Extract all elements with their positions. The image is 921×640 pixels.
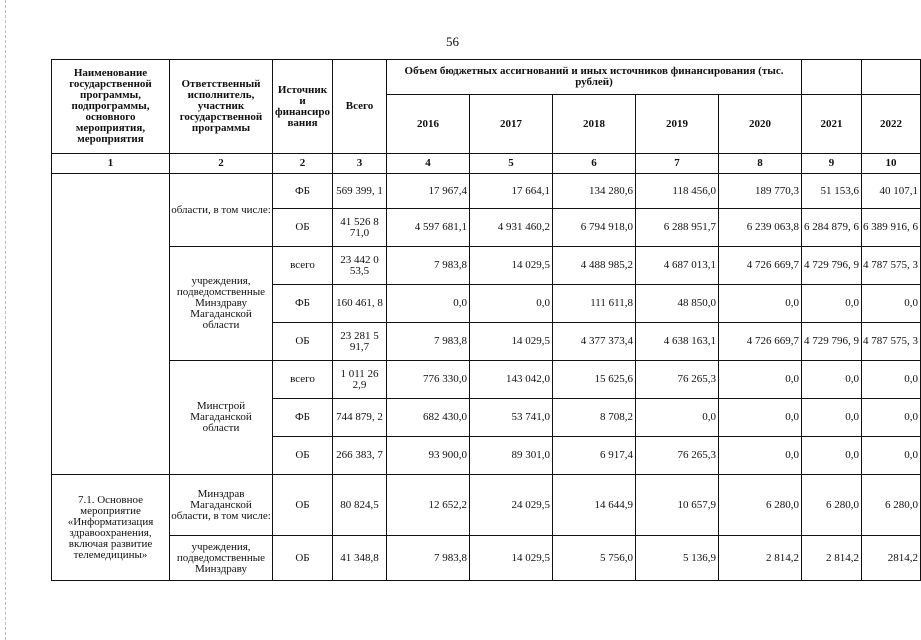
value-cell: 0,0 bbox=[387, 285, 470, 323]
value-cell: 0,0 bbox=[719, 399, 802, 437]
value-cell: 0,0 bbox=[636, 399, 719, 437]
value-cell: 76 265,3 bbox=[636, 437, 719, 475]
total-cell: 41 526 8 71,0 bbox=[333, 209, 387, 247]
page-number: 56 bbox=[446, 34, 459, 49]
value-cell: 14 029,5 bbox=[470, 536, 553, 581]
table-row bbox=[52, 361, 921, 399]
header-group: Объем бюджетных ассигнований и иных источников финансирования (тыс. рублей) bbox=[387, 60, 802, 95]
program-name-cell bbox=[52, 174, 170, 475]
header-source: Источник и финансирования bbox=[273, 60, 333, 154]
column-number: 9 bbox=[802, 154, 862, 174]
header-year: 2017 bbox=[470, 95, 553, 154]
value-cell: 4 638 163,1 bbox=[636, 323, 719, 361]
value-cell: 15 625,6 bbox=[553, 361, 636, 399]
value-cell: 6 917,4 bbox=[553, 437, 636, 475]
value-cell: 17 967,4 bbox=[387, 174, 470, 209]
column-number: 7 bbox=[636, 154, 719, 174]
value-cell: 776 330,0 bbox=[387, 361, 470, 399]
column-number: 8 bbox=[719, 154, 802, 174]
value-cell: 0,0 bbox=[802, 285, 862, 323]
value-cell: 6 280,0 bbox=[862, 475, 921, 536]
header-year: 2021 bbox=[802, 95, 862, 154]
value-cell: 118 456,0 bbox=[636, 174, 719, 209]
total-cell: 23 442 0 53,5 bbox=[333, 247, 387, 285]
value-cell: 4 931 460,2 bbox=[470, 209, 553, 247]
executor-cell: Минздрав Магаданской области, в том числе: bbox=[170, 475, 273, 536]
value-cell: 4 377 373,4 bbox=[553, 323, 636, 361]
header-year: 2018 bbox=[553, 95, 636, 154]
value-cell: 17 664,1 bbox=[470, 174, 553, 209]
value-cell: 0,0 bbox=[719, 285, 802, 323]
source-cell: ФБ bbox=[273, 174, 333, 209]
value-cell: 48 850,0 bbox=[636, 285, 719, 323]
budget-table bbox=[51, 59, 921, 581]
column-number: 10 bbox=[862, 154, 921, 174]
total-cell: 80 824,5 bbox=[333, 475, 387, 536]
total-cell: 744 879, 2 bbox=[333, 399, 387, 437]
header-total: Всего bbox=[333, 60, 387, 154]
value-cell: 0,0 bbox=[719, 361, 802, 399]
value-cell: 6 280,0 bbox=[802, 475, 862, 536]
source-cell: ОБ bbox=[273, 475, 333, 536]
total-cell: 23 281 5 91,7 bbox=[333, 323, 387, 361]
value-cell: 0,0 bbox=[862, 285, 921, 323]
value-cell: 14 029,5 bbox=[470, 247, 553, 285]
column-number: 2 bbox=[273, 154, 333, 174]
table-row bbox=[52, 174, 921, 209]
value-cell: 2814,2 bbox=[862, 536, 921, 581]
value-cell: 4 726 669,7 bbox=[719, 323, 802, 361]
header-year: 2019 bbox=[636, 95, 719, 154]
value-cell: 6 239 063,8 bbox=[719, 209, 802, 247]
value-cell: 6 794 918,0 bbox=[553, 209, 636, 247]
source-cell: всего bbox=[273, 361, 333, 399]
value-cell: 51 153,6 bbox=[802, 174, 862, 209]
value-cell: 4 729 796, 9 bbox=[802, 323, 862, 361]
column-number: 5 bbox=[470, 154, 553, 174]
value-cell: 6 284 879, 6 bbox=[802, 209, 862, 247]
column-number: 6 bbox=[553, 154, 636, 174]
header-empty-cell bbox=[862, 60, 921, 95]
executor-cell: учреждения, подведомственные Минздраву Магаданской области bbox=[170, 247, 273, 361]
header-year: 2020 bbox=[719, 95, 802, 154]
table-row bbox=[52, 536, 921, 581]
value-cell: 24 029,5 bbox=[470, 475, 553, 536]
column-number: 1 bbox=[52, 154, 170, 174]
value-cell: 0,0 bbox=[470, 285, 553, 323]
value-cell: 12 652,2 bbox=[387, 475, 470, 536]
value-cell: 682 430,0 bbox=[387, 399, 470, 437]
value-cell: 2 814,2 bbox=[719, 536, 802, 581]
value-cell: 0,0 bbox=[862, 361, 921, 399]
header-executor: Ответственный исполнитель, участник государственной программы bbox=[170, 60, 273, 154]
header-year: 2022 bbox=[862, 95, 921, 154]
total-cell: 1 011 26 2,9 bbox=[333, 361, 387, 399]
executor-cell: области, в том числе: bbox=[170, 174, 273, 247]
table-row bbox=[52, 247, 921, 285]
total-cell: 569 399, 1 bbox=[333, 174, 387, 209]
value-cell: 0,0 bbox=[802, 361, 862, 399]
column-number: 3 bbox=[333, 154, 387, 174]
executor-cell: учреждения, подведомственные Минздраву bbox=[170, 536, 273, 581]
value-cell: 4 726 669,7 bbox=[719, 247, 802, 285]
value-cell: 0,0 bbox=[862, 399, 921, 437]
source-cell: всего bbox=[273, 247, 333, 285]
value-cell: 4 687 013,1 bbox=[636, 247, 719, 285]
total-cell: 160 461, 8 bbox=[333, 285, 387, 323]
table-row bbox=[52, 475, 921, 536]
value-cell: 7 983,8 bbox=[387, 536, 470, 581]
value-cell: 7 983,8 bbox=[387, 323, 470, 361]
source-cell: ОБ bbox=[273, 323, 333, 361]
source-cell: ОБ bbox=[273, 536, 333, 581]
value-cell: 4 787 575, 3 bbox=[862, 323, 921, 361]
value-cell: 14 644,9 bbox=[553, 475, 636, 536]
value-cell: 0,0 bbox=[802, 399, 862, 437]
value-cell: 10 657,9 bbox=[636, 475, 719, 536]
value-cell: 89 301,0 bbox=[470, 437, 553, 475]
value-cell: 111 611,8 bbox=[553, 285, 636, 323]
source-cell: ФБ bbox=[273, 399, 333, 437]
value-cell: 5 136,9 bbox=[636, 536, 719, 581]
value-cell: 0,0 bbox=[802, 437, 862, 475]
value-cell: 93 900,0 bbox=[387, 437, 470, 475]
value-cell: 53 741,0 bbox=[470, 399, 553, 437]
column-number: 2 bbox=[170, 154, 273, 174]
table-body bbox=[52, 174, 921, 581]
value-cell: 4 729 796, 9 bbox=[802, 247, 862, 285]
column-number: 4 bbox=[387, 154, 470, 174]
total-cell: 266 383, 7 bbox=[333, 437, 387, 475]
executor-cell: Минстрой Магаданской области bbox=[170, 361, 273, 475]
value-cell: 6 389 916, 6 bbox=[862, 209, 921, 247]
value-cell: 0,0 bbox=[719, 437, 802, 475]
value-cell: 4 488 985,2 bbox=[553, 247, 636, 285]
header-empty-cell bbox=[802, 60, 862, 95]
value-cell: 2 814,2 bbox=[802, 536, 862, 581]
program-name-cell: 7.1. Основное мероприятие «Информатизация здравоохранения, включая развитие телемедицины» bbox=[52, 475, 170, 581]
header-name: Наименование государственной программы, подпрограммы, основного мероприятия, мероприятия bbox=[52, 60, 170, 154]
value-cell: 40 107,1 bbox=[862, 174, 921, 209]
source-cell: ОБ bbox=[273, 209, 333, 247]
value-cell: 189 770,3 bbox=[719, 174, 802, 209]
value-cell: 6 280,0 bbox=[719, 475, 802, 536]
value-cell: 7 983,8 bbox=[387, 247, 470, 285]
value-cell: 143 042,0 bbox=[470, 361, 553, 399]
page-edge-line bbox=[5, 0, 6, 640]
value-cell: 4 787 575, 3 bbox=[862, 247, 921, 285]
source-cell: ФБ bbox=[273, 285, 333, 323]
value-cell: 14 029,5 bbox=[470, 323, 553, 361]
value-cell: 0,0 bbox=[862, 437, 921, 475]
value-cell: 76 265,3 bbox=[636, 361, 719, 399]
value-cell: 134 280,6 bbox=[553, 174, 636, 209]
value-cell: 4 597 681,1 bbox=[387, 209, 470, 247]
value-cell: 5 756,0 bbox=[553, 536, 636, 581]
total-cell: 41 348,8 bbox=[333, 536, 387, 581]
header-year: 2016 bbox=[387, 95, 470, 154]
value-cell: 6 288 951,7 bbox=[636, 209, 719, 247]
value-cell: 8 708,2 bbox=[553, 399, 636, 437]
source-cell: ОБ bbox=[273, 437, 333, 475]
